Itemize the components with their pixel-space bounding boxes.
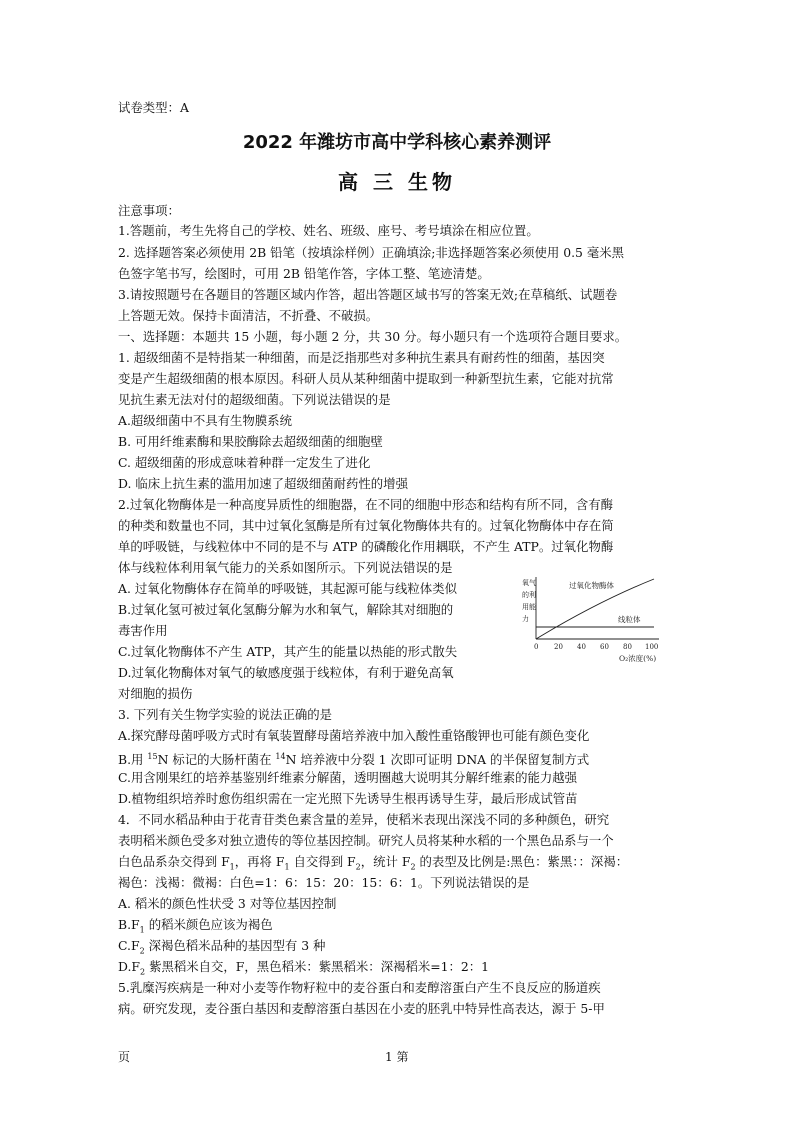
question-2-line: 体与线粒体利用氧气能力的关系如图所示。下列说法错误的是 <box>118 560 453 575</box>
question-4-option-c: $C.F_2$ 深褐色稻米品种的基因型有 3 种 <box>118 938 326 956</box>
question-1-line: 见抗生素无法对付的超级细菌。下列说法错误的是 <box>118 392 391 407</box>
question-4-line: 4．不同水稻品种由于花青苷类色素含量的差异，使稻米表现出深浅不同的多种颜色，研究 <box>118 812 610 827</box>
exam-type-label: 试卷类型：A <box>118 100 189 115</box>
figure-y-label-2: 的利 <box>522 591 536 599</box>
figure-x-label: O₂浓度(%) <box>619 654 657 663</box>
curve-label-mitochondria: 线粒体 <box>618 615 641 624</box>
question-1-option-d: D. 临床上抗生素的滥用加速了超级细菌耐药性的增强 <box>118 476 408 491</box>
notes-line: 1.答题前，考生先将自己的学校、姓名、班级、座号、考号填涂在相应位置。 <box>118 223 539 238</box>
notes-line: 上答题无效。保持卡面清洁，不折叠、不破损。 <box>118 308 379 323</box>
footer-page-number: 1 第 <box>385 1050 409 1064</box>
question-2-option-b-cont: 毒害作用 <box>118 623 168 638</box>
notes-line: 3.请按照题号在各题目的答题区域内作答，超出答题区域书写的答案无效;在草稿纸、试题卷 <box>118 287 618 302</box>
question-4-option-a: A. 稻米的颜色性状受 3 对等位基因控制 <box>118 896 337 911</box>
figure-y-label-3: 用能 <box>522 603 536 611</box>
question-4-line: 表明稻米颜色受多对独立遗传的等位基因控制。研究人员将某种水稻的一个黑色品系与一个 <box>118 833 614 848</box>
question-1-line: 1. 超级细菌不是特指某一种细菌，而是泛指那些对多种抗生素具有耐药性的细菌，基因突 <box>118 350 605 365</box>
x-tick: 20 <box>554 643 563 651</box>
notes-line: 色签字笔书写，绘图时，可用 2B 铅笔作答，字体工整、笔迹清楚。 <box>118 266 490 281</box>
question-4-line: 褐色：浅褐：微褐：白色=1：6：15：20：15：6：1。下列说法错误的是 <box>118 875 530 890</box>
question-2-option-c: C.过氧化物酶体不产生 ATP，其产生的能量以热能的形式散失 <box>118 644 458 659</box>
footer-left: 页 <box>118 1050 131 1064</box>
exam-subtitle: 高 三 生物 <box>338 170 456 194</box>
question-1-option-a: A.超级细菌中不具有生物膜系统 <box>118 413 292 428</box>
curve-label-peroxisome: 过氧化物酶体 <box>569 581 614 590</box>
section-heading: 一、选择题：本题共 15 小题，每小题 2 分，共 30 分。每小题只有一个选项符合题目要求。 <box>118 329 628 344</box>
figure-y-label-1: 氧气 <box>522 579 536 587</box>
exam-title: 2022 年潍坊市高中学科核心素养测评 <box>242 132 552 153</box>
question-2-line: 2.过氧化物酶体是一种高度异质性的细胞器，在不同的细胞中形态和结构有所不同，含有酶 <box>118 497 614 512</box>
question-3-option-c: C.用含刚果红的培养基鉴别纤维素分解菌，透明圈越大说明其分解纤维素的能力越强 <box>118 770 578 785</box>
question-3-option-d: D.植物组织培养时愈伤组织需在一定光照下先诱导生根再诱导生芽，最后形成试管苗 <box>118 791 578 806</box>
x-tick: 80 <box>623 643 632 651</box>
x-tick: 100 <box>645 643 659 651</box>
question-2-option-b: B.过氧化氢可被过氧化氢酶分解为水和氧气，解除其对细胞的 <box>118 602 454 617</box>
question-2-line: 的种类和数量也不同，其中过氧化氢酶是所有过氧化物酶体共有的。过氧化物酶体中存在简 <box>118 518 614 533</box>
question-1-option-b: B. 可用纤维素酶和果胶酶除去超级细菌的细胞壁 <box>118 434 383 449</box>
x-tick: 60 <box>600 643 609 651</box>
oxygen-utilization-figure <box>519 575 679 670</box>
question-4-option-d: $D.F_2$ 紫黑稻米自交，F，黑色稻米：紫黑稻米：深褐稻米=1：2：1 <box>118 959 490 977</box>
question-4-line: 白色品系杂交得到 $F_1$，再将 $F_1$ 自交得到 $F_2$，统计 $F_2$ 的表型及比例是:黑色：紫黑：：深褐： <box>118 854 629 872</box>
question-5-line: 5.乳糜泻疾病是一种对小麦等作物籽粒中的麦谷蛋白和麦醇溶蛋白产生不良反应的肠道疾 <box>118 980 601 995</box>
question-3-option-a: A.探究酵母菌呼吸方式时有氧装置酵母菌培养液中加入酸性重铬酸钾也可能有颜色变化 <box>118 728 590 743</box>
question-2-option-d: D.过氧化物酶体对氧气的敏感度强于线粒体，有利于避免高氧 <box>118 665 454 680</box>
question-4-option-b: $B.F_1$ 的稻米颜色应该为褐色 <box>118 917 273 935</box>
question-2-option-a: A. 过氧化物酶体存在简单的呼吸链，其起源可能与线粒体类似 <box>118 581 457 596</box>
question-1-option-c: C. 超级细菌的形成意味着种群一定发生了进化 <box>118 455 371 470</box>
notes-line: 2. 选择题答案必须使用 2B 铅笔（按填涂样例）正确填涂;非选择题答案必须使用 0.5 毫米黑 <box>118 245 625 260</box>
question-2-option-d-cont: 对细胞的损伤 <box>118 686 193 701</box>
question-3-stem: 3. 下列有关生物学实验的说法正确的是 <box>118 707 333 722</box>
question-1-line: 变是产生超级细菌的根本原因。科研人员从某种细菌中提取到一种新型抗生素，它能对抗常 <box>118 371 614 386</box>
question-5-line: 病。研究发现，麦谷蛋白基因和麦醇溶蛋白基因在小麦的胚乳中特异性高表达，源于 5-甲 <box>118 1001 605 1016</box>
x-tick: 40 <box>577 643 586 651</box>
figure-y-label-4: 力 <box>522 615 529 623</box>
x-tick: 0 <box>534 643 539 651</box>
notes-heading: 注意事项： <box>118 203 180 218</box>
question-3-option-b: B.用 $^{15}$N 标记的大肠杆菌在 $^{14}$N 培养液中分裂 1 次即可证明 DNA 的半保留复制方式 <box>118 752 590 768</box>
question-2-line: 单的呼吸链，与线粒体中不同的是不与 ATP 的磷酸化作用耦联，不产生 ATP。过氧化物酶 <box>118 539 614 554</box>
